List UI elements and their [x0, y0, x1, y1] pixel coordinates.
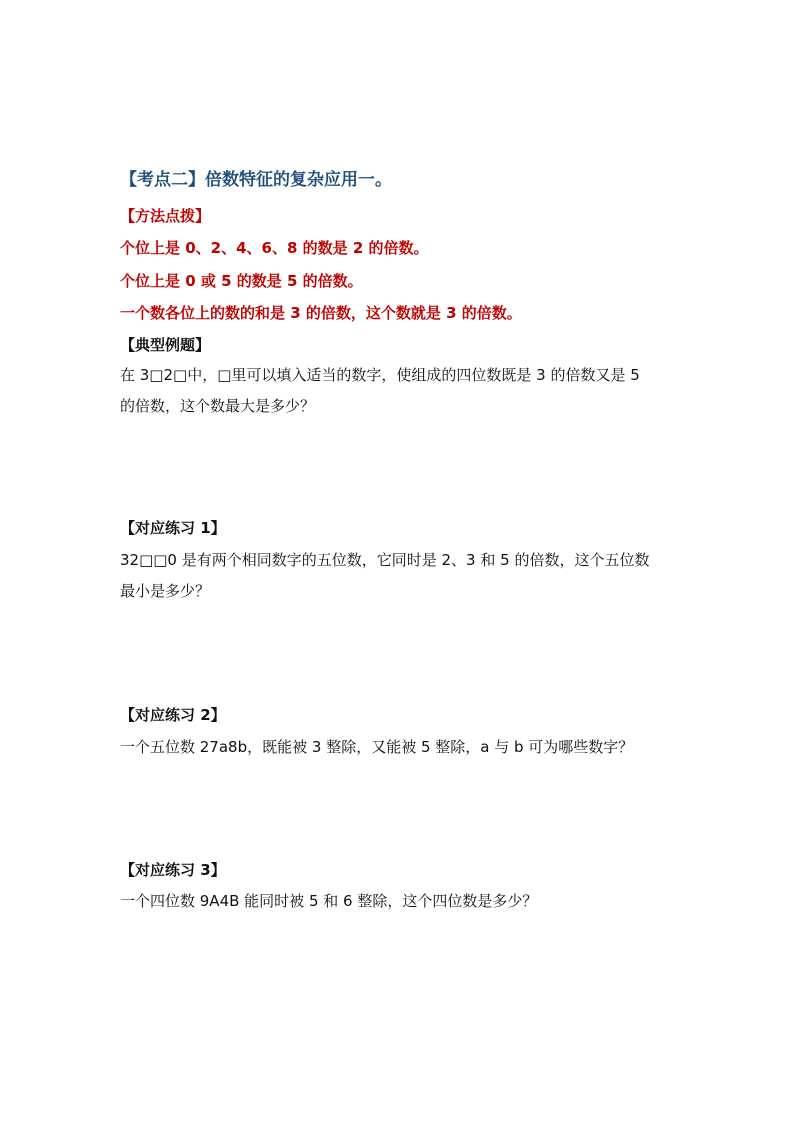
- practice-2-heading: 【对应练习 2】: [120, 706, 226, 724]
- method-rule-2: 个位上是 0 或 5 的数是 5 的倍数。: [120, 272, 363, 290]
- practice-2-line-1: 一个五位数 27a8b，既能被 3 整除，又能被 5 整除，a 与 b 可为哪些数字？: [120, 738, 634, 756]
- example-heading: 【典型例题】: [120, 336, 211, 354]
- practice-1-heading: 【对应练习 1】: [120, 519, 226, 537]
- method-rule-1: 个位上是 0、2、4、6、8 的数是 2 的倍数。: [120, 239, 429, 257]
- method-heading: 【方法点拨】: [120, 207, 211, 225]
- practice-3-line-1: 一个四位数 9A4B 能同时被 5 和 6 整除，这个四位数是多少？: [120, 892, 538, 910]
- practice-1-line-2: 最小是多少？: [120, 582, 211, 600]
- method-rule-3: 一个数各位上的数的和是 3 的倍数，这个数就是 3 的倍数。: [120, 304, 522, 322]
- section-title: 【考点二】倍数特征的复杂应用一。: [120, 170, 392, 190]
- example-line-2: 的倍数，这个数最大是多少？: [120, 397, 316, 415]
- example-line-1: 在 3□2□中，□里可以填入适当的数字，使组成的四位数既是 3 的倍数又是 5: [120, 366, 640, 384]
- practice-3-heading: 【对应练习 3】: [120, 861, 226, 879]
- practice-1-line-1: 32□□0 是有两个相同数字的五位数，它同时是 2、3 和 5 的倍数，这个五位数: [120, 551, 650, 569]
